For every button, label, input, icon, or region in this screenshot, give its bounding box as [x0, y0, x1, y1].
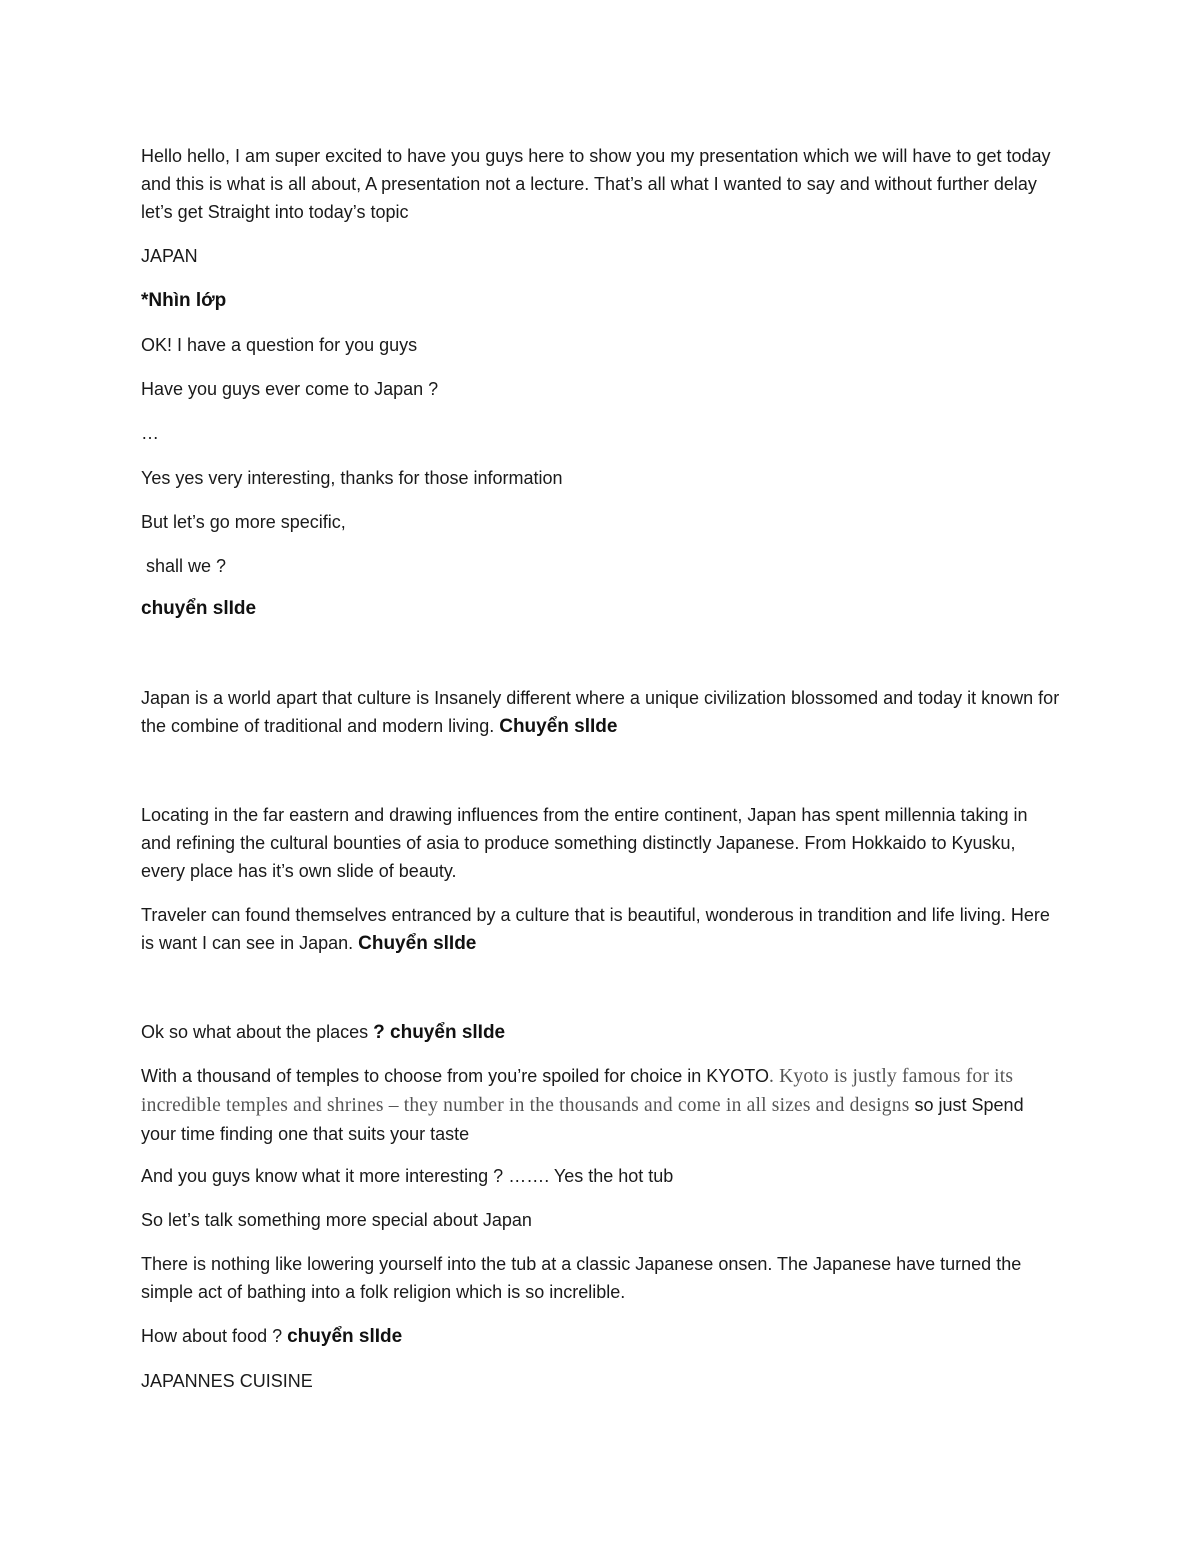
slide-change-note-5: chuyển slIde — [287, 1326, 403, 1347]
kyoto-text: With a thousand of temples to choose from you’re spoiled for choice in KYOTO — [141, 1066, 769, 1086]
traveler-paragraph — [141, 901, 1061, 958]
hot-tub-line: And you guys know what it more interesting ? ……. Yes the hot tub — [141, 1166, 674, 1186]
food-line — [141, 1322, 1061, 1351]
japan-heading: JAPAN — [141, 246, 198, 266]
locating-paragraph: Locating in the far eastern and drawing influences from the entire continent, Japan has spent millennia taking in and refining the cultural bounties of asia to produce something distinctly Japanese. From Hokkaido to Kyusku, every place has it’s own slide of beauty. — [141, 805, 1028, 881]
slide-change-note-1: chuyển slIde — [141, 598, 257, 619]
slide-change-note-4: ? chuyển slIde — [373, 1022, 506, 1043]
places-text: Ok so what about the places — [141, 1022, 374, 1042]
ellipsis-line: … — [141, 423, 159, 443]
nhin-lop-note: *Nhìn lớp — [141, 290, 227, 311]
places-line — [141, 1018, 1061, 1047]
world-apart-text: Japan is a world apart that culture is Insanely different where a unique civilization blossomed and today it known for the combine of traditional and modern living. — [141, 688, 1060, 736]
specific-line: But let’s go more specific, — [141, 512, 346, 532]
food-text: How about food ? — [141, 1326, 288, 1346]
intro-paragraph: Hello hello, I am super excited to have you guys here to show you my presentation which we will have to get today and this is what is all about, A presentation not a lecture. That’s all what I wanted to say and without further delay let’s get Straight into today’s topic — [141, 146, 1051, 222]
kyoto-paragraph — [141, 1062, 1061, 1148]
slide-change-note-2: Chuyển slIde — [499, 716, 618, 737]
cuisine-heading: JAPANNES CUISINE — [141, 1371, 313, 1391]
kyoto-text-end: so just Spend your time finding one that suits your taste — [141, 1095, 1024, 1144]
onsen-paragraph: There is nothing like lowering yourself into the tub at a classic Japanese onsen. The Japanese have turned the simple act of bathing into a folk religion which is so increlible. — [141, 1254, 1022, 1302]
slide-change-note-3: Chuyển slIde — [358, 933, 477, 954]
special-line: So let’s talk something more special about Japan — [141, 1210, 532, 1230]
kyoto-quote: . Kyoto is justly famous for its incredible temples and shrines – they number in the thousands and come in all sizes and designs — [141, 1066, 1014, 1116]
world-apart-paragraph — [141, 684, 1061, 741]
interesting-line: Yes yes very interesting, thanks for those information — [141, 468, 563, 488]
japan-question-line: Have you guys ever come to Japan ? — [141, 379, 439, 399]
shall-we-line: shall we ? — [141, 556, 227, 576]
traveler-text: Traveler can found themselves entranced by a culture that is beautiful, wonderous in trandition and life living. Here is want I can see in Japan. — [141, 905, 1050, 953]
question-line: OK! I have a question for you guys — [141, 335, 418, 355]
